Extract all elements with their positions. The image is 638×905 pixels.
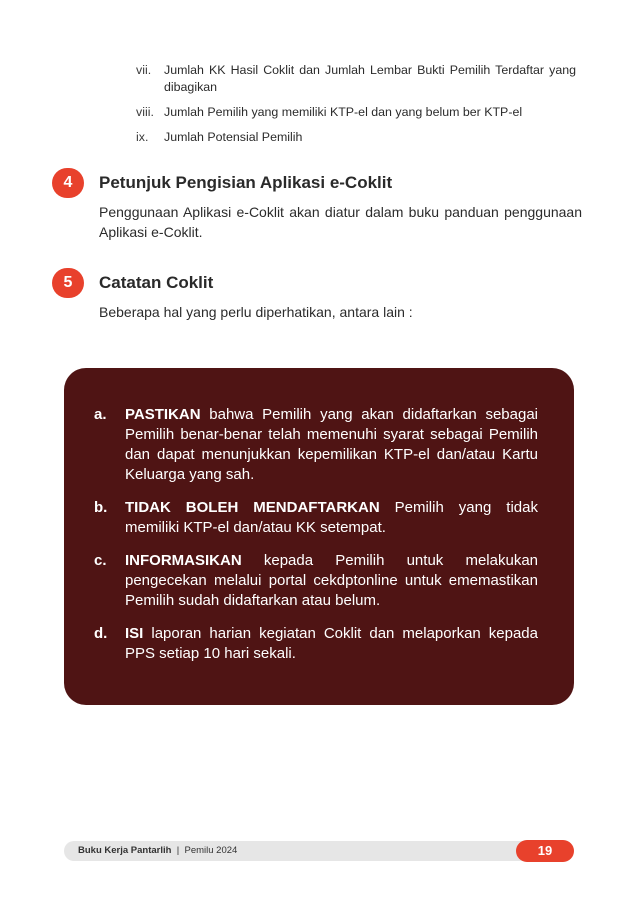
list-number: viii.	[136, 105, 154, 119]
list-item	[136, 129, 576, 146]
list-text: Jumlah Potensial Pemilih	[164, 130, 303, 144]
list-item	[136, 104, 576, 121]
note-text	[125, 551, 538, 611]
note-letter: d.	[94, 625, 108, 642]
footer-text	[78, 845, 237, 856]
note-description: kepada Pemilih untuk melakukan pengecekan melalui portal cekdptonline untuk ememastikan Pemilih sudah didaftarkan atau belum.	[125, 552, 538, 609]
list-item	[136, 62, 576, 96]
note-item	[94, 498, 538, 538]
notes-list	[94, 405, 538, 677]
list-text: Jumlah KK Hasil Coklit dan Jumlah Lembar Bukti Pemilih Terdaftar yang dibagikan	[164, 63, 576, 94]
section-5	[52, 268, 582, 322]
list-number: vii.	[136, 63, 152, 77]
section-body: Beberapa hal yang perlu diperhatikan, antara lain :	[99, 304, 413, 320]
note-text	[125, 498, 538, 538]
note-letter: b.	[94, 499, 108, 516]
note-letter: c.	[94, 552, 107, 569]
note-keyword: PASTIKAN	[125, 406, 201, 423]
note-keyword: TIDAK BOLEH MENDAFTARKAN	[125, 499, 380, 516]
note-description: laporan harian kegiatan Coklit dan melaporkan kepada PPS setiap 10 hari sekali.	[125, 625, 538, 662]
section-number-badge: 4	[52, 168, 84, 198]
roman-list	[136, 62, 576, 154]
note-description: Pemilih yang tidak memiliki KTP-el dan/atau KK setempat.	[125, 499, 538, 536]
section-4	[52, 168, 582, 242]
page-footer	[64, 841, 544, 861]
note-text	[125, 405, 538, 485]
section-number-badge: 5	[52, 268, 84, 298]
section-heading	[52, 168, 582, 198]
list-number: ix.	[136, 130, 149, 144]
note-text	[125, 624, 538, 664]
section-title: Catatan Coklit	[99, 273, 214, 292]
note-item	[94, 551, 538, 611]
footer-separator: |	[176, 845, 180, 856]
note-item	[94, 405, 538, 485]
note-letter: a.	[94, 406, 107, 423]
note-description: bahwa Pemilih yang akan didaftarkan sebagai Pemilih benar-benar telah memenuhi syarat sebagai Pemilih dan dapat menunjukkan kepemilikan KTP-el dan/atau Kartu Keluarga yang sah.	[125, 406, 538, 483]
section-heading	[52, 268, 582, 298]
note-item	[94, 624, 538, 664]
note-keyword: INFORMASIKAN	[125, 552, 242, 569]
section-body: Penggunaan Aplikasi e-Coklit akan diatur dalam buku panduan penggunaan Aplikasi e-Coklit.	[99, 204, 582, 240]
footer-edition: Pemilu 2024	[184, 845, 238, 856]
section-title: Petunjuk Pengisian Aplikasi e-Coklit	[99, 173, 393, 192]
footer-book-title: Buku Kerja Pantarlih	[78, 845, 172, 856]
note-keyword: ISI	[125, 625, 144, 642]
page-number: 19	[516, 840, 574, 862]
notes-panel	[64, 368, 574, 705]
list-text: Jumlah Pemilih yang memiliki KTP-el dan yang belum ber KTP-el	[164, 105, 523, 119]
